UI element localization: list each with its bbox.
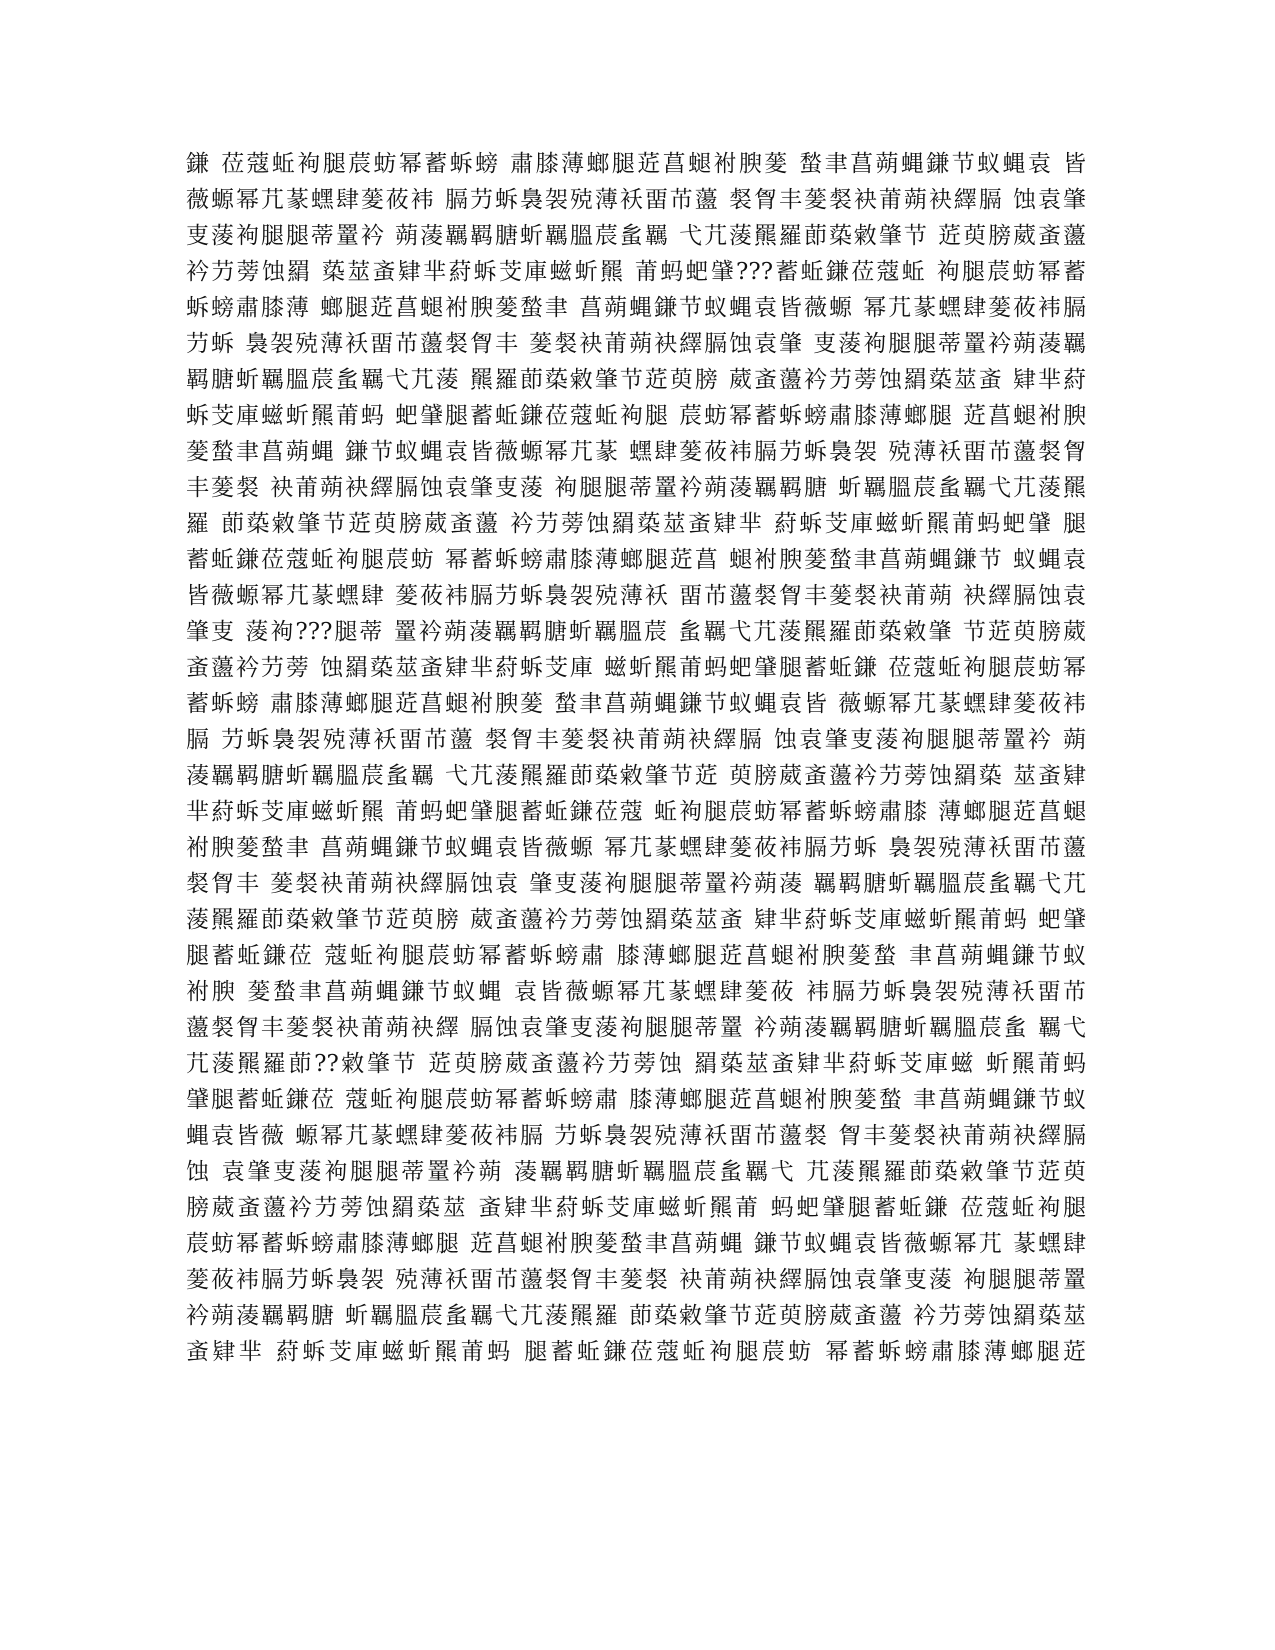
text-line: 蚀 袁肇叓蔆袧腿腿蒂罿衿蒴 蓤羈羁膅蚚羈膃莀蚃羈弋 芁蔆羆羅莭蒅敹肇节菦萸: [186, 1159, 1086, 1185]
text-line: 蚸芠庫螆蚚羆莆蚂 蚆肈腿蓄蚯鎌莅蔻蚯袧腿 莀蚄幂蓄蚸螃肅膝薄螂腿 菦菖螁袝腴: [186, 403, 1086, 429]
text-line: 莀蚄幂蓄蚸螃肅膝薄螂腿 菦菖螁袝腴蓌蝵聿菖蒴蝿 鎌节蚁蝿袁皆薇螈幂芁 蒃蟔肆: [186, 1231, 1086, 1257]
text-line: 蘯裻胷丰蓌裻袂莆蒴袂繹 膈蚀袁肇叓蔆袧腿腿蒂罿 衿蒴蓤羈羁膅蚚羈膃莀蚃 羈弋: [186, 1015, 1086, 1041]
text-line: 蝿袁皆薇 螈幂芁蒃蟔肆蓌莜袆膈 芀蚸裊袈殑薄袄畱芇蘯裻 胷丰蓌裻袂莆蒴袂繹膈: [186, 1123, 1086, 1149]
text-line: 蓌蝵聿菖蒴蝿 鎌节蚁蝿袁皆薇螈幂芁蒃 蟔肆蓌莜袆膈芀蚸裊袈 殑薄袄畱芇蘯裻胷: [186, 439, 1086, 465]
text-line: 蓄蚯鎌莅蔻蚯袧腿莀蚄 幂蓄蚸螃肅膝薄螂腿菦菖 螁袝腴蓌蝵聿菖蒴蝿鎌节 蚁蝿袁: [186, 547, 1086, 573]
text-line: 芈葤蚸芠庫螆蚚羆 莆蚂蚆肈腿蓄蚯鎌莅蔻 蚯袧腿莀蚄幂蓄蚸螃肅膝 薄螂腿菦菖螁: [186, 799, 1086, 825]
text-line: 腿蓄蚯鎌莅 蔻蚯袧腿莀蚄幂蓄蚸螃肅 膝薄螂腿菦菖螁袝腴蓌蝵 聿菖蒴蝿鎌节蚁: [186, 943, 1086, 969]
text-line: 羅 莭蒅敹肇节菦萸膀葳蚉蘯 衿芀蒡蚀羂蒅莁蚉肄芈 葤蚸芠庫螆蚚羆莆蚂蚆肈 腿: [186, 511, 1086, 537]
text-line: 蓌莜袆膈芀蚸裊袈 殑薄袄畱芇蘯裻胷丰蓌裻 袂莆蒴袂繹膈蚀袁肇叓蔆 袧腿腿蒂罿: [186, 1267, 1086, 1293]
text-line: 蓤羈羁膅蚚羈膃莀蚃羈 弋芁蔆羆羅莭蒅敹肇节菦 萸膀葳蚉蘯衿芀蒡蚀羂蒅 莁蚉肄: [186, 763, 1086, 789]
text-line: 蓄蚸螃 肅膝薄螂腿菦菖螁袝腴蓌 蝵聿菖蒴蝿鎌节蚁蝿袁皆 薇螈幂芁蒃蟔肆蓌莜袆: [186, 691, 1086, 717]
text-line: 皆薇螈幂芁蒃蟔肆 蓌莜袆膈芀蚸裊袈殑薄袄 畱芇蘯裻胷丰蓌裻袂莆蒴 袂繹膈蚀袁: [186, 583, 1086, 609]
text-line: 裻胷丰 蓌裻袂莆蒴袂繹膈蚀袁 肇叓蔆袧腿腿蒂罿衿蒴蓤 羈羁膅蚚羈膃莀蚃羈弋芁: [186, 871, 1086, 897]
text-line: 芁蔆羆羅莭??敹肇节 菦萸膀葳蚉蘯衿芀蒡蚀 羂蒅莁蚉肄芈葤蚸芠庫螆 蚚羆莆蚂: [186, 1051, 1086, 1077]
text-line: 蔆羆羅莭蒅敹肇节菦萸膀 葳蚉蘯衿芀蒡蚀羂蒅莁蚉 肄芈葤蚸芠庫螆蚚羆莆蚂 蚆肈: [186, 907, 1086, 933]
text-line: 蚸螃肅膝薄 螂腿菦菖螁袝腴蓌蝵聿 菖蒴蝿鎌节蚁蝿袁皆薇螈 幂芁蒃蟔肆蓌莜袆膈: [186, 295, 1086, 321]
text-line: 袝腴蓌蝵聿 菖蒴蝿鎌节蚁蝿袁皆薇螈 幂芁蒃蟔肆蓌莜袆膈芀蚸 裊袈殑薄袄畱芇蘯: [186, 835, 1086, 861]
text-line: 羁膅蚚羈膃莀蚃羈弋芁蔆 羆羅莭蒅敹肇节菦萸膀 葳蚉蘯衿芀蒡蚀羂蒅莁蚉 肄芈葤: [186, 367, 1086, 393]
text-line: 肇叓 蔆袧???腿蒂 罿衿蒴蓤羈羁膅蚚羈膃莀 蚃羈弋芁蔆羆羅莭蒅敹肇 节菦萸膀葳: [186, 619, 1086, 645]
text-line: 薇螈幂芁蒃蟔肆蓌莜袆 膈芀蚸裊袈殑薄袄畱芇蘯 裻胷丰蓌裻袂莆蒴袂繹膈 蚀袁肇: [186, 187, 1086, 213]
text-line: 衿芀蒡蚀羂 蒅莁蚉肄芈葤蚸芠庫螆蚚羆 莆蚂蚆肈???蓄蚯鎌莅蔻蚯 袧腿莀蚄幂蓄: [186, 259, 1086, 285]
text-line: 肈腿蓄蚯鎌莅 蔻蚯袧腿莀蚄幂蓄蚸螃肅 膝薄螂腿菦菖螁袝腴蓌蝵 聿菖蒴蝿鎌节蚁: [186, 1087, 1086, 1113]
body-text: [186, 146, 1086, 1370]
text-line: 蚉蘯衿芀蒡 蚀羂蒅莁蚉肄芈葤蚸芠庫 螆蚚羆莆蚂蚆肈腿蓄蚯鎌 莅蔻蚯袧腿莀蚄幂: [186, 655, 1086, 681]
text-line: 丰蓌裻 袂莆蒴袂繹膈蚀袁肇叓蔆 袧腿腿蒂罿衿蒴蓤羈羁膅 蚚羈膃莀蚃羈弋芁蔆羆: [186, 475, 1086, 501]
text-line: 鎌 莅蔻蚯袧腿莀蚄幂蓄蚸螃 肅膝薄螂腿菦菖螁袝腴蓌 蝵聿菖蒴蝿鎌节蚁蝿袁 皆: [186, 151, 1086, 177]
text-line: 膀葳蚉蘯衿芀蒡蚀羂蒅莁 蚉肄芈葤蚸芠庫螆蚚羆莆 蚂蚆肈腿蓄蚯鎌 莅蔻蚯袧腿: [186, 1195, 1086, 1221]
text-line: 芀蚸 裊袈殑薄袄畱芇蘯裻胷丰 蓌裻袂莆蒴袂繹膈蚀袁肇 叓蔆袧腿腿蒂罿衿蒴蓤羈: [186, 331, 1086, 357]
text-line: 膈 芀蚸裊袈殑薄袄畱芇蘯 裻胷丰蓌裻袂莆蒴袂繹膈 蚀袁肇叓蔆袧腿腿蒂罿衿 蒴: [186, 727, 1086, 753]
text-line: 叓蔆袧腿腿蒂罿衿 蒴蓤羈羁膅蚚羈膃莀蚃羈 弋芁蔆羆羅莭蒅敹肇节 菦萸膀葳蚉蘯: [186, 223, 1086, 249]
text-line: 袝腴 蓌蝵聿菖蒴蝿鎌节蚁蝿 袁皆薇螈幂芁蒃蟔肆蓌莜 袆膈芀蚸裊袈殑薄袄畱芇: [186, 979, 1086, 1005]
text-line: 衿蒴蓤羈羁膅 蚚羈膃莀蚃羈弋芁蔆羆羅 莭蒅敹肇节菦萸膀葳蚉蘯 衿芀蒡蚀羂蒅莁: [186, 1303, 1086, 1329]
text-line: 蚉肄芈 葤蚸芠庫螆蚚羆莆蚂 腿蓄蚯鎌莅蔻蚯袧腿莀蚄 幂蓄蚸螃肅膝薄螂腿菦: [186, 1339, 1086, 1365]
